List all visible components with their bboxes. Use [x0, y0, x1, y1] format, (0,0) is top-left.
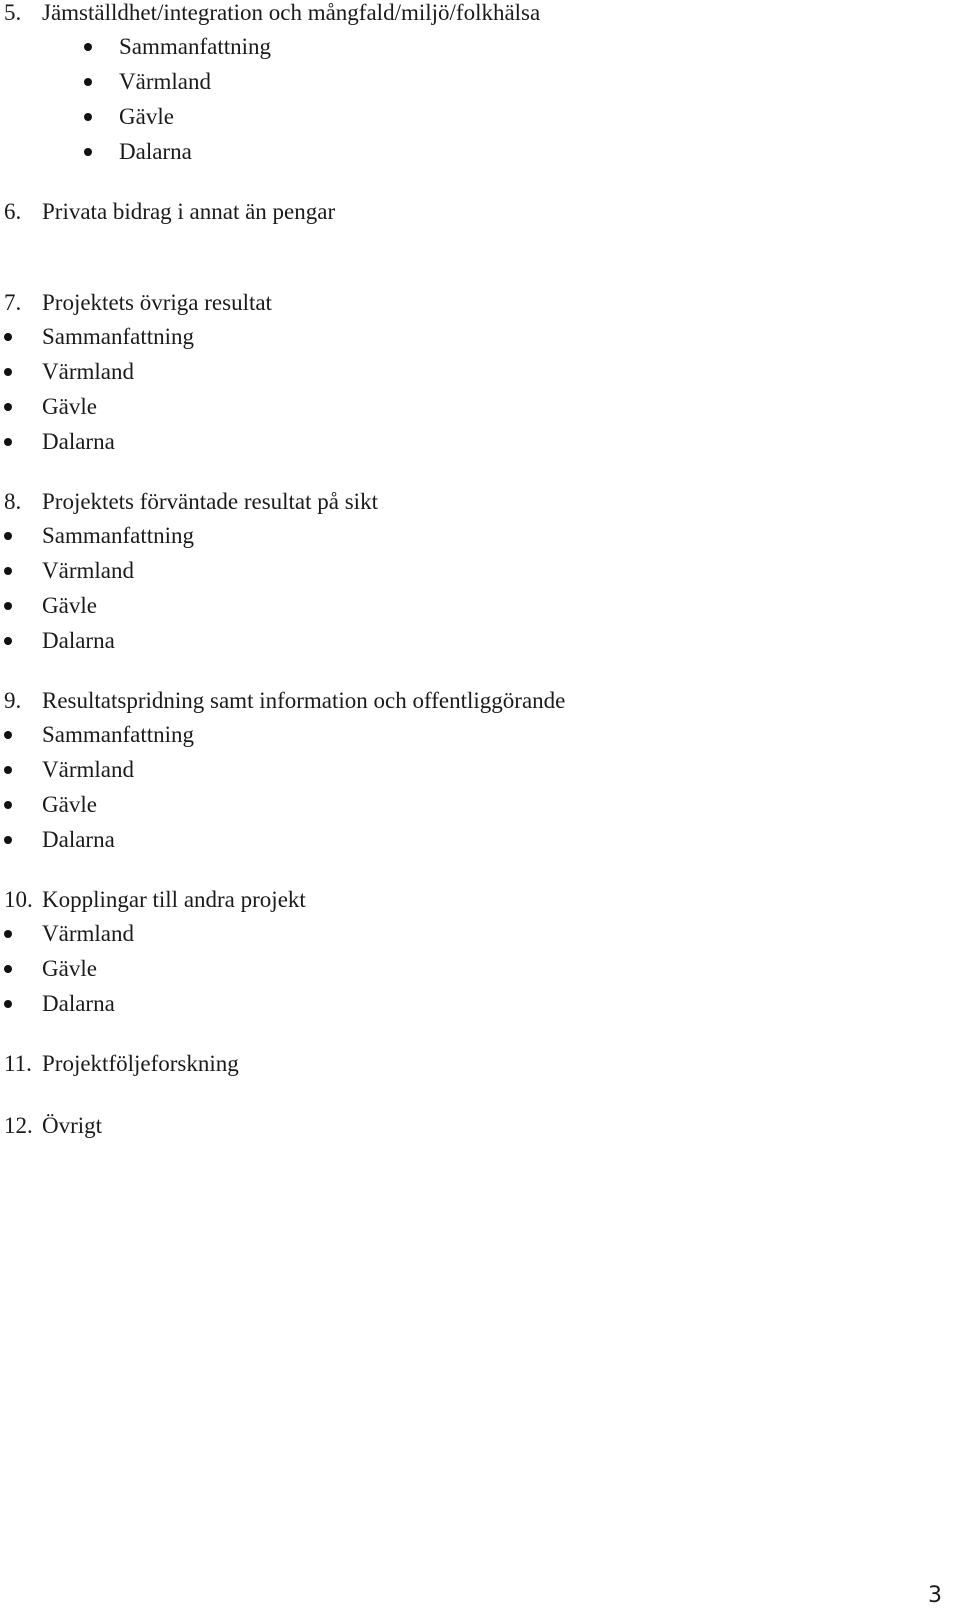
page-number: 3 — [928, 1583, 942, 1608]
section-title: Jämställdhet/integration och mångfald/miljö/folkhälsa — [42, 0, 541, 25]
bullet-icon — [84, 43, 92, 51]
section-8 — [4, 485, 944, 659]
list-item-label: Dalarna — [42, 991, 115, 1016]
list-item-label: Sammanfattning — [42, 722, 195, 747]
section-11 — [4, 1047, 944, 1081]
section-title: Projektets övriga resultat — [42, 290, 272, 315]
section-heading — [4, 195, 944, 229]
list-item — [4, 753, 944, 788]
list-item-label: Dalarna — [119, 139, 192, 164]
list-item — [4, 425, 944, 460]
section-10 — [4, 883, 944, 1022]
bullet-icon — [4, 532, 12, 540]
section-number: 6. — [4, 199, 22, 224]
list-item — [4, 952, 944, 987]
bullet-icon — [4, 731, 12, 739]
bullet-icon — [4, 637, 12, 645]
section-6 — [4, 195, 944, 229]
bullet-icon — [84, 148, 92, 156]
list-item — [4, 355, 944, 390]
section-heading — [4, 1047, 944, 1081]
list-item-label: Gävle — [42, 956, 97, 981]
list-item — [4, 917, 944, 952]
list-item-label: Värmland — [119, 69, 211, 94]
bullet-icon — [4, 602, 12, 610]
section-title: Projektets förväntade resultat på sikt — [42, 489, 378, 514]
section-number: 5. — [4, 0, 22, 25]
section-number: 12. — [4, 1113, 33, 1138]
bullet-icon — [4, 438, 12, 446]
list-item-label: Gävle — [42, 394, 97, 419]
list-item-label: Sammanfattning — [42, 523, 195, 548]
section-7 — [4, 286, 944, 460]
section-heading — [4, 485, 944, 519]
bullet-icon — [4, 567, 12, 575]
list-item — [4, 554, 944, 589]
list-item — [4, 30, 944, 65]
section-heading — [4, 684, 944, 718]
list-item-label: Värmland — [42, 558, 134, 583]
list-item — [4, 788, 944, 823]
list-item — [4, 320, 944, 355]
list-item — [4, 589, 944, 624]
section-9 — [4, 684, 944, 858]
section-12 — [4, 1109, 944, 1143]
section-title: Kopplingar till andra projekt — [42, 887, 306, 912]
list-item-label: Värmland — [42, 921, 134, 946]
list-item-label: Gävle — [42, 593, 97, 618]
bullet-icon — [84, 113, 92, 121]
section-heading — [4, 286, 944, 320]
list-item — [4, 135, 944, 170]
bullet-icon — [4, 766, 12, 774]
bullet-icon — [4, 965, 12, 973]
section-title: Resultatspridning samt information och offentliggörande — [42, 688, 566, 713]
section-number: 7. — [4, 290, 22, 315]
section-heading — [4, 883, 944, 917]
section-number: 8. — [4, 489, 22, 514]
bullet-icon — [4, 1000, 12, 1008]
list-item — [4, 65, 944, 100]
bullet-icon — [4, 403, 12, 411]
list-item-label: Dalarna — [42, 429, 115, 454]
section-title: Övrigt — [42, 1113, 103, 1138]
section-number: 9. — [4, 688, 22, 713]
section-number: 11. — [4, 1051, 32, 1076]
list-item — [4, 519, 944, 554]
bullet-icon — [4, 368, 12, 376]
section-heading — [4, 0, 944, 30]
list-item — [4, 823, 944, 858]
list-item — [4, 390, 944, 425]
list-item-label: Dalarna — [42, 628, 115, 653]
list-item-label: Gävle — [119, 104, 174, 129]
section-number: 10. — [4, 887, 33, 912]
section-5 — [4, 0, 944, 170]
list-item-label: Värmland — [42, 359, 134, 384]
list-item — [4, 987, 944, 1022]
list-item-label: Gävle — [42, 792, 97, 817]
list-item-label: Sammanfattning — [119, 34, 272, 59]
bullet-icon — [4, 333, 12, 341]
section-title: Projektföljeforskning — [42, 1051, 239, 1076]
list-item-label: Dalarna — [42, 827, 115, 852]
list-item-label: Sammanfattning — [42, 324, 195, 349]
list-item — [4, 718, 944, 753]
bullet-icon — [4, 836, 12, 844]
bullet-icon — [4, 801, 12, 809]
list-item-label: Värmland — [42, 757, 134, 782]
bullet-icon — [84, 78, 92, 86]
section-title: Privata bidrag i annat än pengar — [42, 199, 336, 224]
section-heading — [4, 1109, 944, 1143]
list-item — [4, 100, 944, 135]
bullet-icon — [4, 930, 12, 938]
list-item — [4, 624, 944, 659]
